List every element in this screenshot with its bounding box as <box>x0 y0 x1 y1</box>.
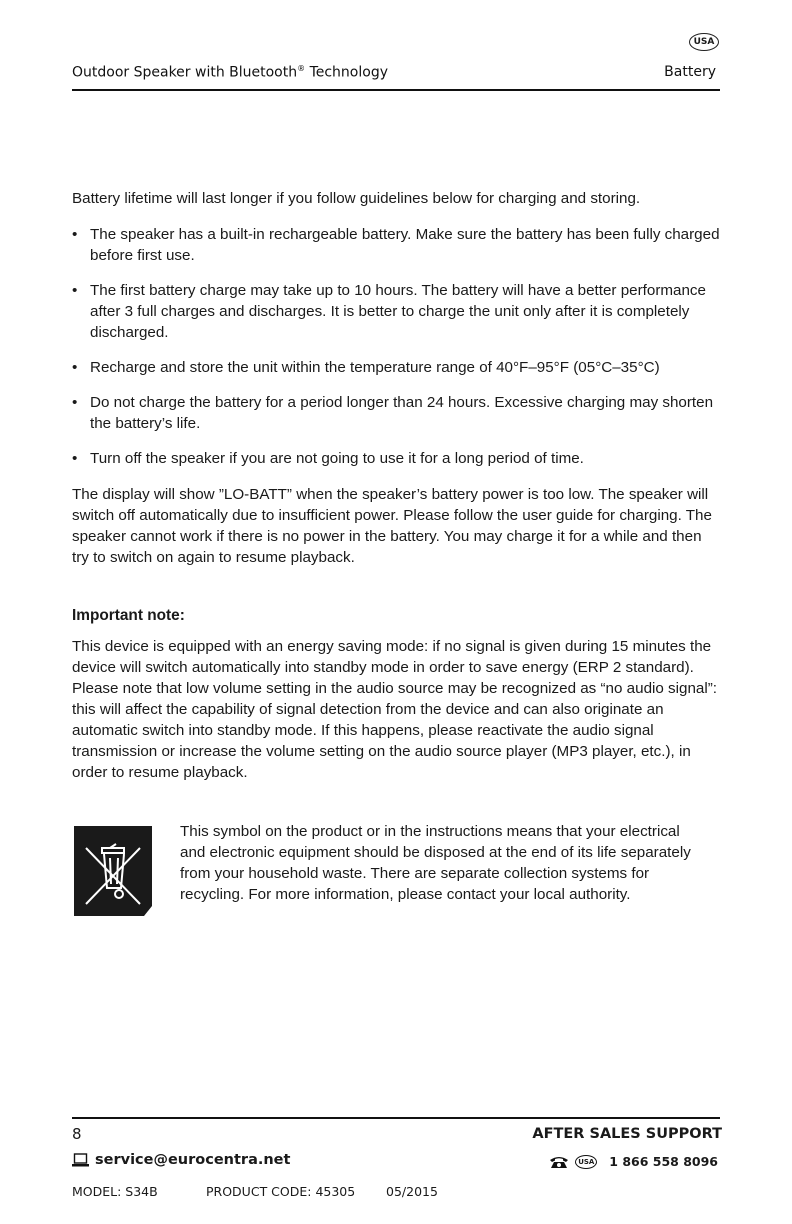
document-title <box>72 64 388 81</box>
support-phone <box>549 1154 718 1169</box>
list-item-text: Do not charge the battery for a period longer than 24 hours. Excessive charging may shorten the battery’s life. <box>90 394 714 432</box>
footer-rule <box>72 1117 720 1119</box>
list-item-text: The speaker has a built-in rechargeable battery. Make sure the battery has been fully charged before first use. <box>90 226 720 264</box>
bullet-icon: • <box>72 359 78 376</box>
product-code: PRODUCT CODE: 45305 <box>206 1184 356 1199</box>
model-number: MODEL: S34B <box>72 1184 158 1199</box>
header-rule <box>72 89 720 91</box>
registered-mark: ® <box>297 64 306 73</box>
list-item-text: Turn off the speaker if you are not going to use it for a long period of time. <box>90 450 584 467</box>
bullet-icon: • <box>72 282 78 299</box>
usa-badge: USA <box>689 33 719 51</box>
support-email <box>72 1152 290 1168</box>
bullet-icon: • <box>72 394 78 411</box>
list-item <box>72 448 720 469</box>
important-note-paragraph: This device is equipped with an energy saving mode: if no signal is given during 15 minutes the device will switch automatically into standby mode in order to save energy (ERP 2 standard). Please note that low volume setting in the audio source may be recognized as “no audio signal”: this will affect the capability of signal detection from the device and can also originate an automatic switch into standby mode. If this happens, please reactivate the audio signal transmission or increase the volume setting on the audio source player (MP3 player, etc.), in order to resume playback. <box>72 638 718 781</box>
title-rest: Technology <box>305 64 388 81</box>
intro-paragraph: Battery lifetime will last longer if you follow guidelines below for charging and storing. <box>72 190 641 207</box>
section-title: Battery <box>664 64 716 80</box>
list-item <box>72 357 720 378</box>
bullet-icon: • <box>72 226 78 243</box>
title-main: Outdoor Speaker with Bluetooth <box>72 64 298 81</box>
list-item <box>72 392 720 434</box>
weee-crossed-bin-icon <box>74 826 152 916</box>
list-item-text: The first battery charge may take up to 10 hours. The battery will have a better performance after 3 full charges and discharges. It is better to charge the unit only after it is completely discharged. <box>90 282 706 341</box>
important-note-heading: Important note: <box>72 607 185 624</box>
laptop-icon <box>72 1153 89 1167</box>
after-sales-heading: AFTER SALES SUPPORT <box>532 1126 722 1142</box>
telephone-icon <box>549 1155 569 1169</box>
print-date: 05/2015 <box>386 1184 438 1199</box>
phone-usa-badge: USA <box>575 1155 597 1169</box>
phone-number: 1 866 558 8096 <box>609 1154 718 1169</box>
list-item <box>72 280 720 343</box>
weee-disposal-text: This symbol on the product or in the instructions means that your electrical and electronic equipment should be disposed at the end of its life separately from your household waste. There are separate collection systems for recycling. For more information, please contact your local authority. <box>180 823 691 903</box>
battery-guidelines-list <box>72 224 720 483</box>
bullet-icon: • <box>72 450 78 467</box>
lo-batt-paragraph: The display will show ”LO-BATT” when the speaker’s battery power is too low. The speaker will switch off automatically due to insufficient power. Please follow the user guide for charging. The speaker cannot work if there is no power in the battery. You may charge it for a while and then try to switch on again to resume playback. <box>72 486 712 566</box>
list-item-text: Recharge and store the unit within the temperature range of 40°F–95°F (05°C–35°C) <box>90 359 660 376</box>
email-address: service@eurocentra.net <box>95 1152 291 1168</box>
list-item <box>72 224 720 266</box>
page-number: 8 <box>72 1125 82 1143</box>
